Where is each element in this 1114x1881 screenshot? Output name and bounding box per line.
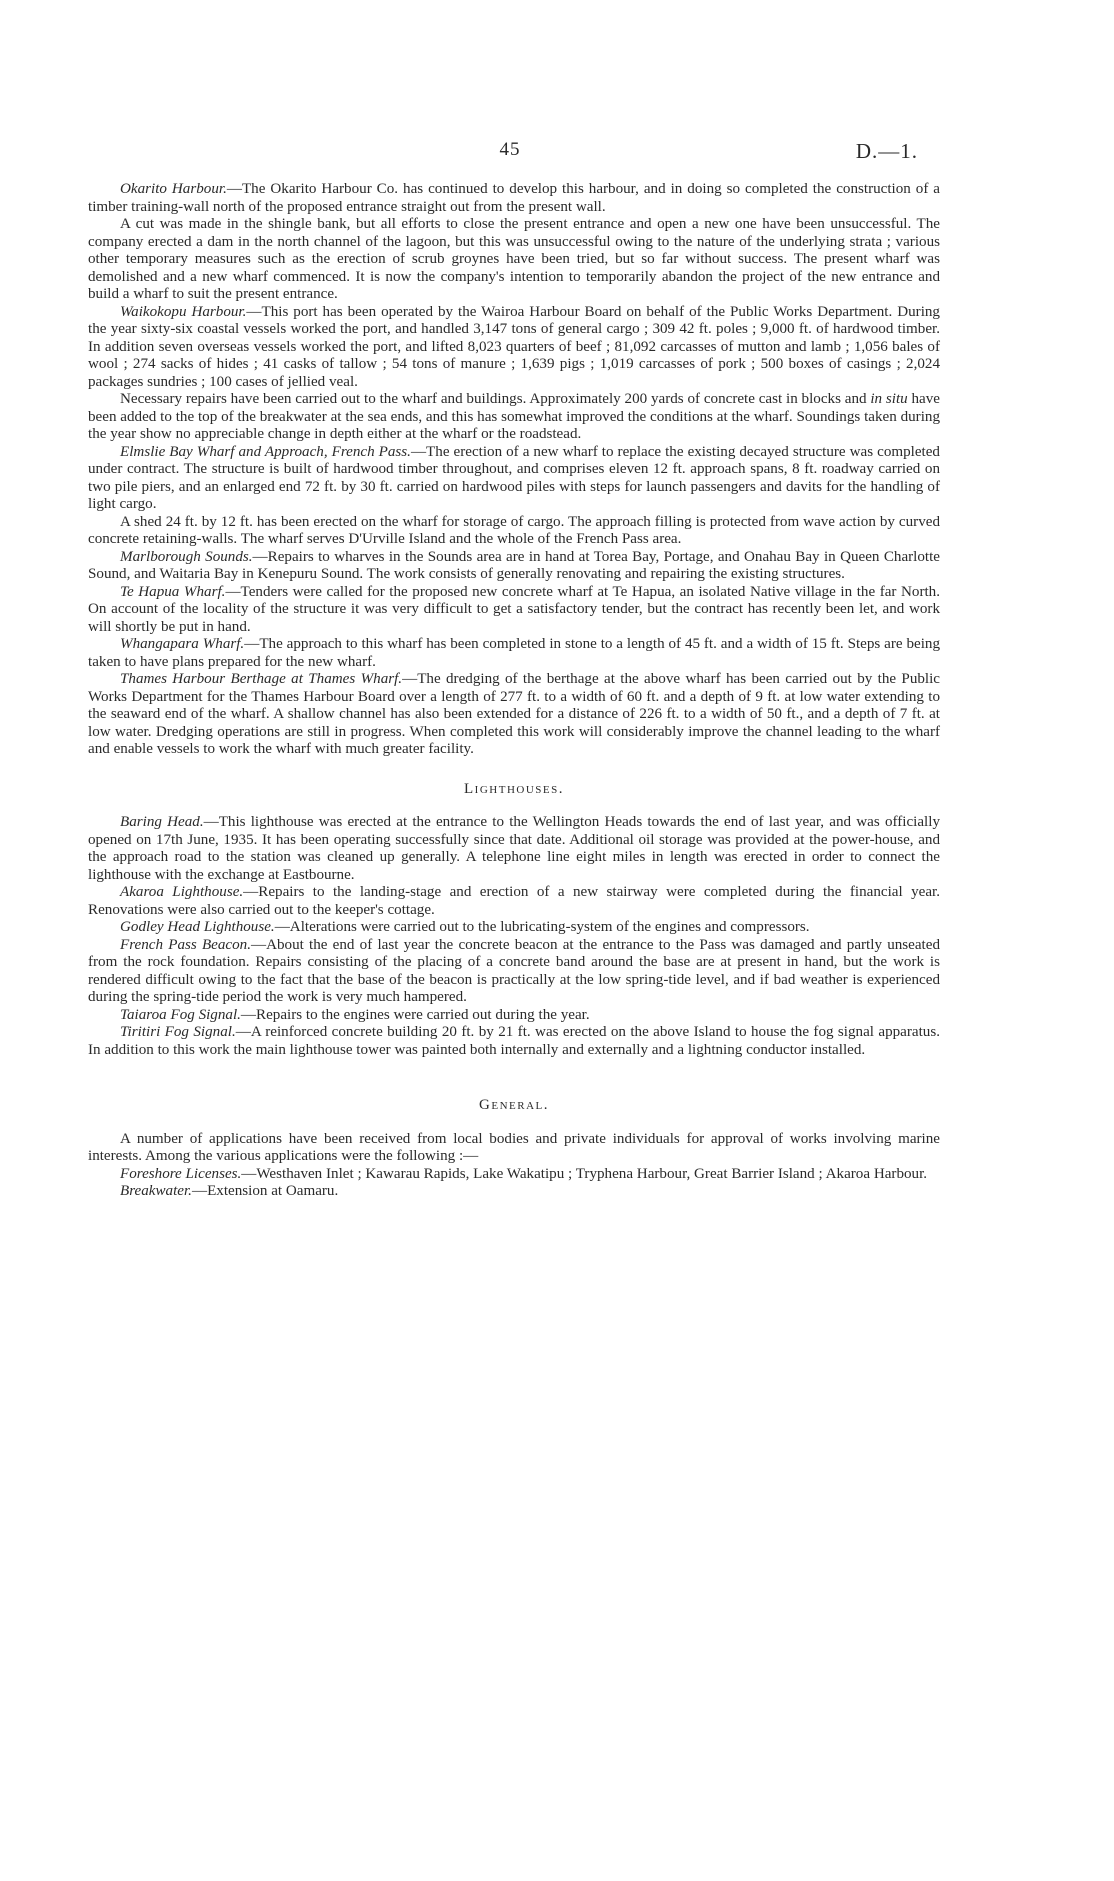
paragraph-applications <box>88 1131 940 1166</box>
paragraph-text: —About the end of last year the concrete beacon at the entrance to the Pass was damaged and partly unseated from the rock foundation. Repairs consisting of the placing of a concrete band around the base are at present in hand, but the work is rendered difficult owing to the fact that the base of the beacon is practically at the low spring-tide level, and if bad weather is experienced during the spring-tide period the work is very much hampered. <box>88 936 941 1005</box>
paragraph-text: A shed 24 ft. by 12 ft. has been erected on the wharf for storage of cargo. The approach filling is protected from wave action by curved concrete retaining-walls. The wharf serves D'Urville Island and the whole of the French Pass area. <box>88 513 940 547</box>
paragraph-title: Taiaroa Fog Signal. <box>120 1006 241 1023</box>
paragraph-text: —Repairs to the engines were carried out during the year. <box>240 1006 590 1023</box>
paragraph-title: Okarito Harbour. <box>120 181 227 197</box>
paragraph-title: French Pass Beacon. <box>120 936 251 953</box>
paragraph-text: —A reinforced concrete building 20 ft. by 21 ft. was erected on the above Island to house the fog signal apparatus. In addition to this work the main lighthouse tower was painted both internally and externally and a lightning conductor installed. <box>88 1024 940 1058</box>
paragraph-text: —The dredging of the berthage at the above wharf has been carried out by the Public Works Department for the Thames Harbour Board over a length of 277 ft. to a width of 60 ft. and a depth of 9 ft. at low water extending to the seaward end of the wharf. A shallow channel has also been extended for a distance of 226 ft. to a width of 50 ft., and a depth of 7 ft. at low water. Dredging operations are still in progress. When completed this work will considerably improve the channel leading to the wharf and enable vessels to work the wharf with much greater facility. <box>88 671 940 757</box>
lighthouses-heading: Lighthouses. <box>464 780 564 797</box>
paragraph-waikokopu-harbour <box>88 304 940 392</box>
paragraph-title: Whangapara Wharf. <box>120 636 245 652</box>
paragraph-marlborough-sounds <box>88 549 940 584</box>
paragraph-text: —Alterations were carried out to the lubricating-system of the engines and compressors. <box>274 919 810 935</box>
paragraph-tiritiri-fog-signal <box>88 1024 940 1059</box>
paragraph-text: have been added to the top of the breakwater at the sea ends, and this has somewhat improved the conditions at the wharf. Soundings taken during the year show no appreciable change in depth either at the wharf or the roadstead. <box>88 391 940 442</box>
paragraph-baring-head <box>88 814 940 884</box>
paragraph-text: —The approach to this wharf has been completed in stone to a length of 45 ft. and a width of 15 ft. Steps are being taken to have plans prepared for the new wharf. <box>88 636 940 670</box>
paragraph-text: —Repairs to the landing-stage and erection of a new stairway were completed during the financial year. Renovations were also carried out to the keeper's cottage. <box>88 884 940 918</box>
paragraph-text: —This port has been operated by the Wairoa Harbour Board on behalf of the Public Works Department. During the year sixty-six coastal vessels worked the port, and handled 3,147 tons of general cargo ; 309 42 ft. poles ; 9,000 ft. of hardwood timber. In addition seven overseas vessels worked the port, and lifted 8,023 quarters of beef ; 81,092 carcasses of mutton and lamb ; 1,056 bales of wool ; 274 sacks of hides ; 41 casks of tallow ; 54 tons of manure ; 1,639 pigs ; 1,019 carcasses of pork ; 500 boxes of casings ; 2,024 packages sundries ; 100 cases of jellied veal. <box>88 303 940 390</box>
paragraph-taiaroa-fog-signal <box>88 1007 940 1025</box>
paragraph-title: Te Hapua Wharf. <box>120 583 226 600</box>
paragraph-breakwater <box>88 1183 940 1201</box>
paragraph-title: Breakwater. <box>120 1183 192 1199</box>
paragraph-text: A cut was made in the shingle bank, but all efforts to close the present entrance and open a new one have been unsuccessful. The company erected a dam in the north channel of the lagoon, but this was unsuccessful owing to the nature of the underlying strata ; various other temporary measures such as the erection of scrub groynes have been tried, but so far without success. The present wharf was demolished and a new wharf commenced. It is now the company's intention to temporarily abandon the project of the new entrance and build a wharf to suit the present entrance. <box>88 216 940 302</box>
paragraph-waikokopu-repairs <box>88 391 940 444</box>
paragraph-okarito-harbour <box>88 181 940 216</box>
paragraph-text: —Tenders were called for the proposed new concrete wharf at Te Hapua, an isolated Native village in the far North. On account of the locality of the structure it was very difficult to get a satisfactory tender, but the contract has recently been let, and work will shortly be put in hand. <box>88 583 940 635</box>
paragraph-french-pass-beacon <box>88 937 940 1007</box>
paragraph-okarito-cut <box>88 216 940 304</box>
paragraph-text: Necessary repairs have been carried out to the wharf and buildings. Approximately 200 yards of concrete cast in blocks and <box>120 391 871 407</box>
paragraph-akaroa-lighthouse <box>88 884 940 919</box>
paragraph-text: —This lighthouse was erected at the entrance to the Wellington Heads towards the end of last year, and was officially opened on 17th June, 1935. It has been operating successfully since that date. Additional oil storage was provided at the power-house, and the approach road to the station was cleaned up generally. A telephone line eight miles in length was erected in order to connect the lighthouse with the exchange at Eastbourne. <box>88 814 940 883</box>
paragraph-title: Thames Harbour Berthage at Thames Wharf. <box>120 671 403 687</box>
paragraph-text: —Repairs to wharves in the Sounds area are in hand at Torea Bay, Portage, and Onahau Bay in Queen Charlotte Sound, and Waitaria Bay in Kenepuru Sound. The work consists of generally renovating and repairing the existing structures. <box>88 548 940 582</box>
paragraph-title: Akaroa Lighthouse. <box>120 884 244 900</box>
paragraph-title: Elmslie Bay Wharf and Approach, French Pass. <box>120 443 411 460</box>
paragraph-te-hapua-wharf <box>88 584 940 637</box>
lighthouses-section <box>88 814 940 1059</box>
paragraph-text: —The Okarito Harbour Co. has continued to develop this harbour, and in doing so completed the construction of a timber training-wall north of the proposed entrance straight out from the present wall. <box>88 181 941 215</box>
paragraph-elmslie-bay-wharf <box>88 444 940 514</box>
paragraph-thames-harbour <box>88 671 940 759</box>
paragraph-title: Waikokopu Harbour. <box>120 303 247 320</box>
document-reference: D.—1. <box>855 139 918 163</box>
general-heading: General. <box>479 1097 549 1113</box>
paragraph-title: Marlborough Sounds. <box>120 548 253 565</box>
paragraph-text: —Extension at Oamaru. <box>191 1183 339 1199</box>
paragraph-elmslie-shed <box>88 514 940 549</box>
paragraph-title: Foreshore Licenses. <box>120 1165 242 1182</box>
general-section <box>88 1131 940 1201</box>
paragraph-title: Baring Head. <box>120 814 204 830</box>
paragraph-italic-term: in situ <box>870 391 908 407</box>
paragraph-title: Godley Head Lighthouse. <box>120 919 275 935</box>
paragraph-foreshore-licenses <box>88 1166 940 1184</box>
page-number: 45 <box>499 139 521 160</box>
paragraph-text: —Westhaven Inlet ; Kawarau Rapids, Lake Wakatipu ; Tryphena Harbour, Great Barrier Island ; Akaroa Harbour. <box>241 1165 928 1182</box>
paragraph-whangapara-wharf <box>88 636 940 671</box>
paragraph-text: A number of applications have been received from local bodies and private individuals for approval of works involving marine interests. Among the various applications were the following :— <box>88 1130 940 1164</box>
harbours-section <box>88 181 940 759</box>
paragraph-title: Tiritiri Fog Signal. <box>120 1024 236 1040</box>
paragraph-godley-head <box>88 919 940 937</box>
document-body <box>88 181 940 1201</box>
paragraph-text: —The erection of a new wharf to replace the existing decayed structure was completed under contract. The structure is built of hardwood timber throughout, and comprises eleven 12 ft. approach spans, 8 ft. roadway carried on two pile piers, and an enlarged end 72 ft. by 30 ft. carried on hardwood piles with steps for launch passengers and davits for the handling of light cargo. <box>88 443 940 512</box>
